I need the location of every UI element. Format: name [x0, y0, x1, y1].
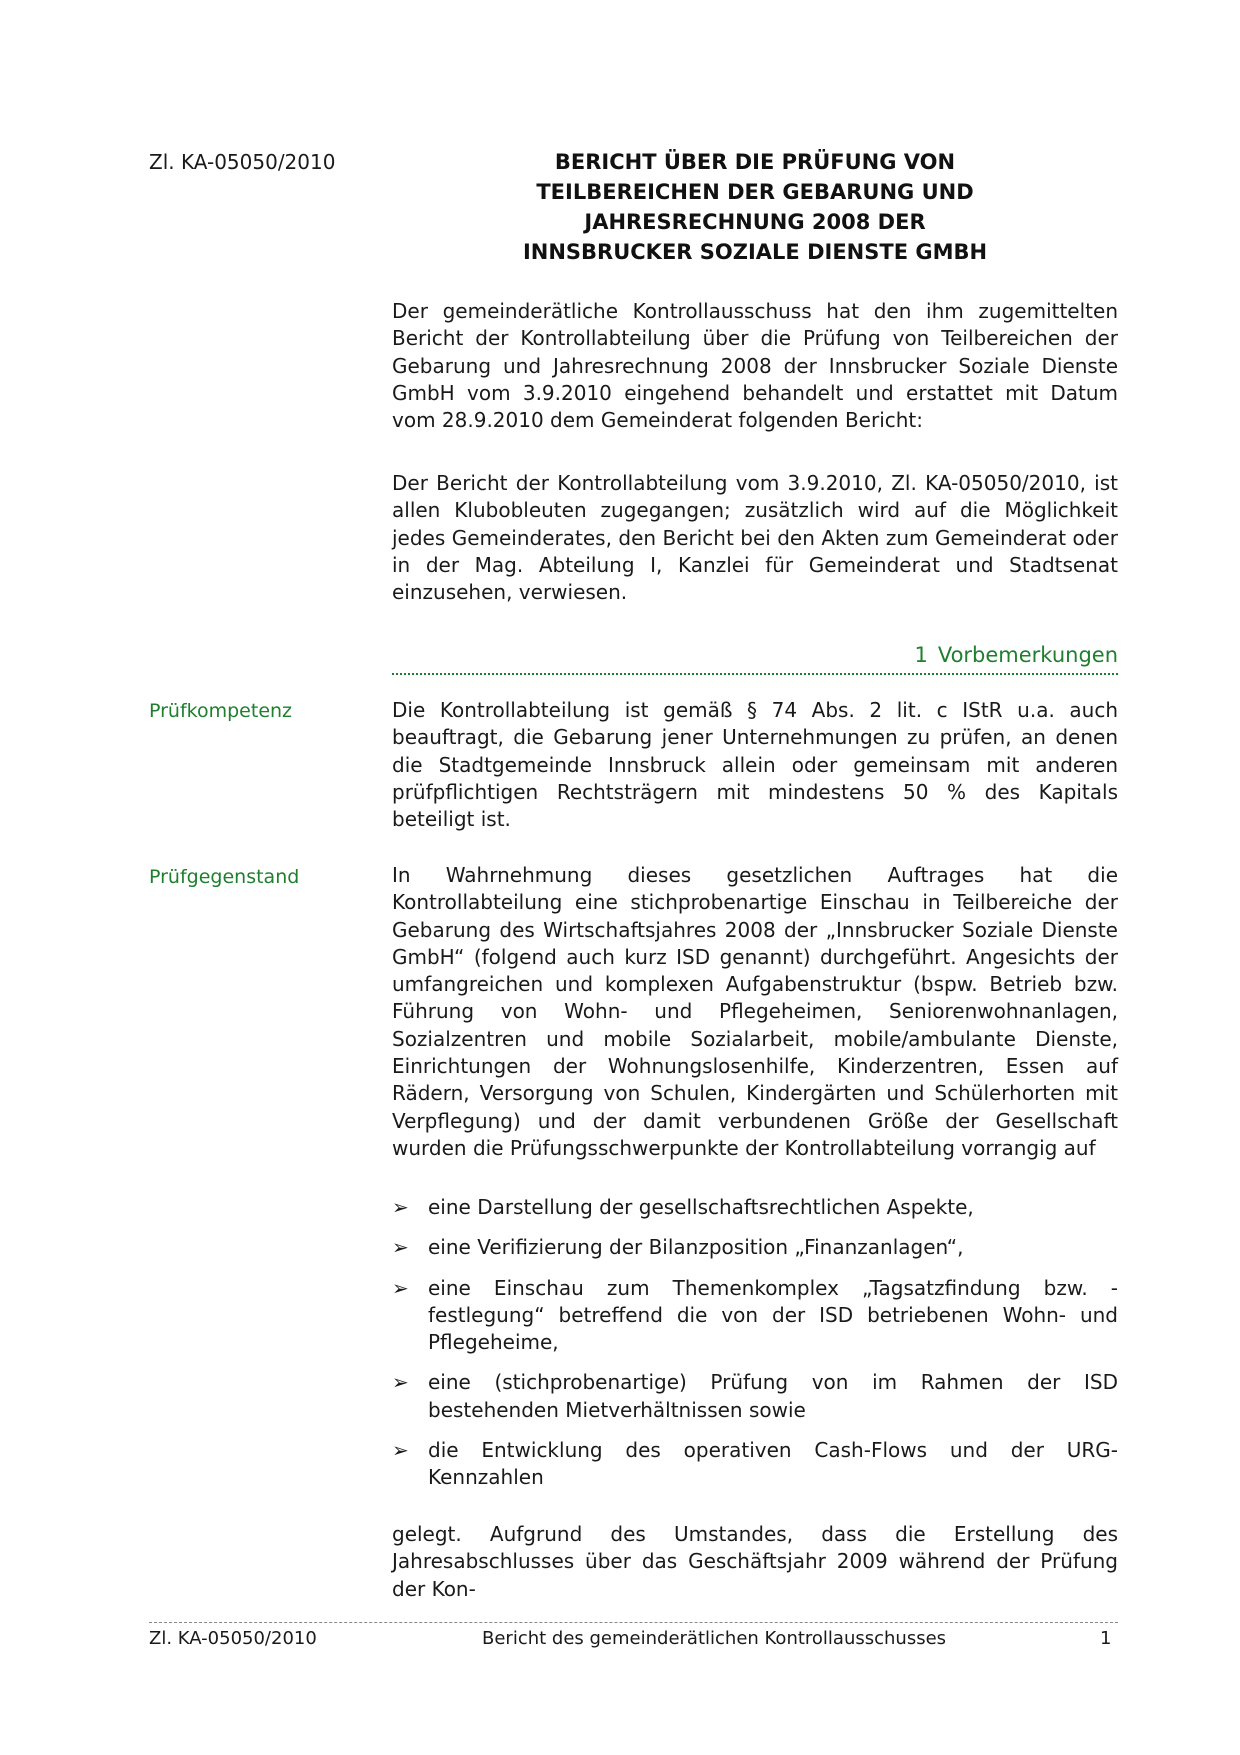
footer-title: Bericht des gemeinderätlichen Kontrollausschusses — [482, 1628, 947, 1649]
list-item-text: eine Darstellung der gesellschaftsrechtlichen Aspekte, — [428, 1195, 974, 1219]
intro-paragraph: Der gemeinderätliche Kontrollausschuss hat den ihm zugemittelten Bericht der Kontrollabteilung über die Prüfung von Teilbereichen der Gebarung und Jahresrechnung 2008 der Innsbrucker Soziale Dienste GmbH vom 3.9.2010 eingehend behandelt und erstattet mit Datum vom 28.9.2010 dem Gemeinderat folgenden Bericht: — [392, 299, 1118, 433]
page-number: 1 — [1100, 1628, 1112, 1649]
margin-label-pruefgegenstand: Prüfgegenstand — [149, 866, 300, 888]
report-title — [440, 147, 1070, 267]
list-item — [392, 1234, 1118, 1261]
arrowhead-bullet-icon: ➢ — [392, 1438, 409, 1463]
report-title-line: BERICHT ÜBER DIE PRÜFUNG VON — [554, 150, 956, 174]
reference-number: Zl. KA-05050/2010 — [149, 150, 336, 174]
report-title-line: INNSBRUCKER SOZIALE DIENSTE GMBH — [522, 240, 988, 264]
section-title: Vorbemerkungen — [937, 643, 1118, 667]
footer-reference: Zl. KA-05050/2010 — [149, 1628, 317, 1649]
focus-list — [392, 1194, 1118, 1505]
section-number: 1 — [914, 643, 928, 667]
list-item — [392, 1437, 1118, 1492]
list-item-text: eine Verifizierung der Bilanzposition „Finanzanlagen“, — [428, 1235, 964, 1260]
list-item-text: eine (stichprobenartige) Prüfung von im Rahmen der ISD bestehenden Mietverhältnissen sowie — [428, 1370, 1118, 1422]
section-heading — [392, 643, 1118, 675]
margin-label-pruefkompetenz: Prüfkompetenz — [149, 700, 293, 722]
list-item — [392, 1194, 1118, 1221]
arrowhead-bullet-icon: ➢ — [392, 1275, 409, 1300]
list-item-text: eine Einschau zum Themenkomplex „Tagsatzfindung bzw. -festlegung“ betreffend die von der ISD betriebenen Wohn- und Pflegeheime, — [428, 1275, 1118, 1355]
distribution-paragraph: Der Bericht der Kontrollabteilung vom 3.9.2010, Zl. KA-05050/2010, ist allen Klubobleuten zugegangen; zusätzlich wird auf die Möglichkeit jedes Gemeinderates, den Bericht bei den Akten zum Gemeinderat oder in der Mag. Abteilung I, Kanzlei für Gemeinderat und Stadtsenat einzusehen, verwiesen. — [392, 471, 1118, 605]
pruefkompetenz-paragraph: Die Kontrollabteilung ist gemäß § 74 Abs. 2 lit. c IStR u.a. auch beauftragt, die Gebarung jener Unternehmungen zu prüfen, an denen die Stadtgemeinde Innsbruck allein oder gemeinsam mit anderen prüfpflichtigen Rechtsträgern mit mindestens 50 % des Kapitals beteiligt ist. — [392, 698, 1118, 832]
arrowhead-bullet-icon: ➢ — [392, 1195, 409, 1219]
footer-divider — [149, 1622, 1118, 1623]
report-title-line: TEILBEREICHEN DER GEBARUNG UND — [536, 180, 974, 204]
continuation-paragraph: gelegt. Aufgrund des Umstandes, dass die Erstellung des Jahresabschlusses über das Geschäftsjahr 2009 während der Prüfung der Kon- — [392, 1522, 1118, 1601]
arrowhead-bullet-icon: ➢ — [392, 1370, 409, 1395]
pruefgegenstand-paragraph: In Wahrnehmung dieses gesetzlichen Auftrages hat die Kontrollabteilung eine stichprobenartige Einschau in Teilbereiche der Gebarung des Wirtschaftsjahres 2008 der „Innsbrucker Soziale Dienste GmbH“ (folgend auch kurz ISD genannt) durchgeführt. Angesichts der umfangreichen und komplexen Aufgabenstruktur (bspw. Betrieb bzw. Führung von Wohn- und Pflegeheimen, Seniorenwohnanlagen, Sozialzentren und mobile Sozialarbeit, mobile/ambulante Dienste, Einrichtungen der Wohnungslosenhilfe, Kinderzentren, Essen auf Rädern, Versorgung von Schulen, Kindergärten und Schülerhorten mit Verpflegung) und der damit verbundenen Größe der Gesellschaft wurden die Prüfungsschwerpunkte der Kontrollabteilung vorrangig auf — [392, 863, 1118, 1160]
report-title-line: JAHRESRECHNUNG 2008 DER — [584, 210, 926, 234]
list-item — [392, 1275, 1118, 1357]
list-item — [392, 1369, 1118, 1424]
list-item-text: die Entwicklung des operativen Cash-Flows und der URG-Kennzahlen — [428, 1438, 1118, 1490]
arrowhead-bullet-icon: ➢ — [392, 1235, 409, 1260]
